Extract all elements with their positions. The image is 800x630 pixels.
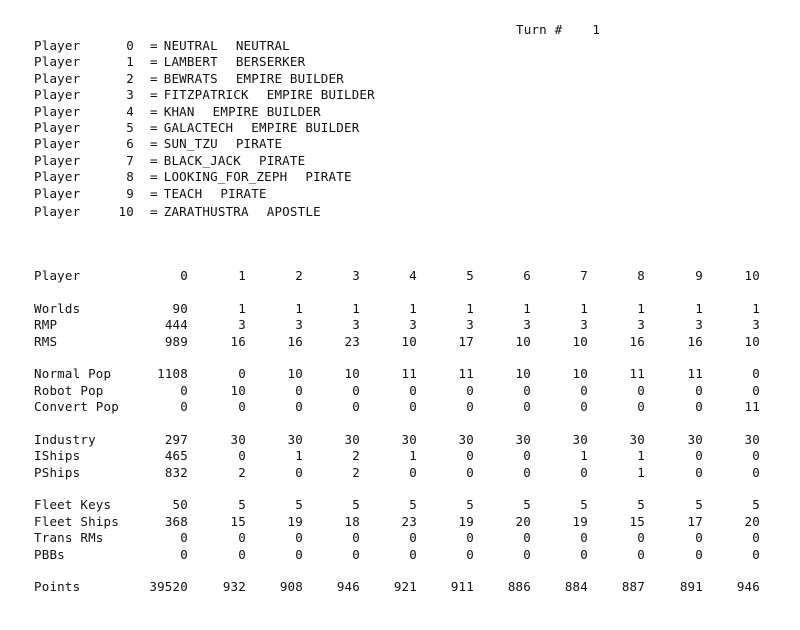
player-role: EMPIRE BUILDER — [212, 103, 321, 119]
equals-sign: = — [150, 38, 158, 53]
cell-player-2: 1 — [295, 448, 303, 463]
player-role: PIRATE — [235, 136, 283, 152]
cell-player-2: 0 — [295, 382, 303, 398]
row-label: Player — [34, 268, 81, 283]
cell-player-2: 3 — [295, 317, 303, 332]
table-row — [0, 432, 800, 449]
cell-player-6: 0 — [523, 546, 531, 562]
cell-player-6: 0 — [523, 399, 531, 414]
cell-player-0: 0 — [180, 530, 188, 545]
cell-player-9: 0 — [695, 382, 703, 398]
player-row — [34, 204, 375, 220]
cell-player-7: 0 — [580, 399, 588, 414]
cell-player-9: 16 — [687, 333, 703, 349]
cell-player-9: 0 — [695, 546, 703, 562]
cell-player-3: 3 — [352, 268, 360, 283]
cell-player-10: 5 — [752, 497, 760, 512]
cell-player-8: 11 — [629, 366, 645, 381]
cell-player-7: 10 — [572, 366, 588, 381]
cell-player-3: 2 — [352, 448, 360, 463]
cell-player-6: 886 — [507, 579, 531, 594]
cell-player-3: 3 — [352, 317, 360, 332]
cell-player-7: 1 — [580, 448, 588, 463]
cell-player-8: 16 — [629, 333, 645, 349]
player-label: Player — [34, 87, 81, 103]
cell-player-3: 0 — [352, 530, 360, 545]
cell-player-5: 5 — [466, 268, 474, 283]
row-label: IShips — [34, 448, 81, 463]
player-number: 8 — [126, 169, 134, 185]
cell-player-3: 1 — [352, 300, 360, 316]
cell-player-2: 0 — [295, 464, 303, 480]
cell-player-10: 1 — [752, 300, 760, 316]
cell-player-10: 0 — [752, 448, 760, 463]
cell-player-3: 2 — [352, 464, 360, 480]
cell-player-8: 8 — [637, 268, 645, 283]
cell-player-5: 19 — [458, 513, 474, 529]
player-role: EMPIRE BUILDER — [266, 87, 375, 103]
player-name: BLACK_JACK — [163, 152, 241, 168]
cell-player-1: 0 — [238, 399, 246, 414]
cell-player-7: 19 — [572, 513, 588, 529]
equals-sign: = — [150, 136, 158, 152]
cell-player-6: 30 — [515, 431, 531, 447]
cell-player-6: 6 — [523, 268, 531, 283]
player-roster — [34, 38, 375, 220]
cell-player-5: 3 — [466, 317, 474, 332]
cell-player-7: 5 — [580, 497, 588, 512]
cell-player-9: 0 — [695, 464, 703, 480]
player-name: LAMBERT — [163, 54, 218, 70]
cell-player-8: 1 — [637, 448, 645, 463]
row-label: Fleet Ships — [34, 513, 119, 529]
group-spacer — [0, 481, 800, 497]
row-label: Robot Pop — [34, 382, 104, 398]
player-role: APOSTLE — [266, 203, 321, 219]
cell-player-0: 0 — [180, 382, 188, 398]
group-spacer — [0, 563, 800, 579]
cell-player-0: 368 — [164, 513, 188, 529]
table-row — [0, 448, 800, 465]
group-spacer — [0, 285, 800, 301]
cell-player-4: 5 — [409, 497, 417, 512]
cell-player-3: 5 — [352, 497, 360, 512]
cell-player-7: 0 — [580, 546, 588, 562]
cell-player-7: 3 — [580, 317, 588, 332]
player-name: KHAN — [163, 103, 195, 119]
cell-player-1: 5 — [238, 497, 246, 512]
cell-player-10: 10 — [744, 268, 760, 283]
cell-player-4: 0 — [409, 399, 417, 414]
cell-player-0: 832 — [164, 464, 188, 480]
player-name: GALACTECH — [163, 119, 234, 135]
player-label: Player — [34, 119, 81, 135]
cell-player-2: 0 — [295, 546, 303, 562]
equals-sign: = — [150, 119, 158, 135]
cell-player-6: 0 — [523, 448, 531, 463]
cell-player-4: 11 — [401, 366, 417, 381]
player-number: 3 — [126, 87, 134, 103]
cell-player-6: 0 — [523, 382, 531, 398]
cell-player-5: 911 — [450, 579, 474, 594]
cell-player-0: 1108 — [157, 366, 188, 381]
player-role: PIRATE — [220, 185, 267, 201]
cell-player-9: 5 — [695, 497, 703, 512]
cell-player-3: 23 — [344, 333, 360, 349]
cell-player-1: 1 — [238, 268, 246, 283]
cell-player-9: 1 — [695, 300, 703, 316]
cell-player-2: 16 — [287, 333, 303, 349]
turn-number: 1 — [592, 22, 601, 37]
table-row — [0, 547, 800, 564]
cell-player-4: 30 — [401, 431, 417, 447]
row-label: RMP — [34, 317, 58, 332]
cell-player-1: 932 — [222, 579, 246, 594]
row-label: PShips — [34, 464, 81, 480]
player-number: 6 — [126, 136, 134, 152]
cell-player-10: 0 — [752, 546, 760, 562]
cell-player-3: 30 — [344, 431, 360, 447]
equals-sign: = — [150, 87, 158, 103]
cell-player-1: 10 — [230, 382, 246, 398]
equals-sign: = — [150, 152, 158, 168]
cell-player-8: 1 — [637, 464, 645, 480]
cell-player-10: 30 — [744, 431, 760, 447]
cell-player-4: 1 — [409, 448, 417, 463]
cell-player-4: 0 — [409, 382, 417, 398]
group-spacer — [0, 416, 800, 432]
cell-player-3: 18 — [344, 513, 360, 529]
cell-player-10: 20 — [744, 513, 760, 529]
player-number: 0 — [126, 38, 134, 53]
table-row — [0, 301, 800, 318]
row-label: Worlds — [34, 300, 81, 316]
cell-player-6: 5 — [523, 497, 531, 512]
table-row — [0, 399, 800, 416]
row-label: PBBs — [34, 546, 65, 562]
equals-sign: = — [150, 103, 158, 119]
player-name: BEWRATS — [163, 70, 218, 86]
cell-player-0: 90 — [172, 300, 188, 316]
cell-player-7: 0 — [580, 382, 588, 398]
player-number: 1 — [126, 54, 134, 70]
cell-player-10: 0 — [752, 366, 760, 381]
cell-player-4: 0 — [409, 464, 417, 480]
cell-player-10: 0 — [752, 464, 760, 480]
table-row — [0, 579, 800, 596]
cell-player-5: 0 — [466, 448, 474, 463]
player-name: NEUTRAL — [163, 38, 218, 53]
table-row — [0, 530, 800, 547]
cell-player-9: 11 — [687, 366, 703, 381]
cell-player-2: 19 — [287, 513, 303, 529]
cell-player-4: 4 — [409, 268, 417, 283]
equals-sign: = — [150, 70, 158, 86]
cell-player-0: 465 — [164, 448, 188, 463]
cell-player-0: 50 — [172, 497, 188, 512]
player-name: TEACH — [163, 185, 203, 201]
cell-player-4: 0 — [409, 530, 417, 545]
cell-player-1: 15 — [230, 513, 246, 529]
turn-label: Turn # — [516, 22, 563, 37]
cell-player-5: 0 — [466, 546, 474, 562]
cell-player-4: 1 — [409, 300, 417, 316]
player-row — [34, 87, 375, 103]
cell-player-6: 1 — [523, 300, 531, 316]
player-row — [34, 136, 375, 152]
cell-player-0: 0 — [180, 546, 188, 562]
cell-player-9: 17 — [687, 513, 703, 529]
cell-player-3: 0 — [352, 399, 360, 414]
cell-player-5: 0 — [466, 464, 474, 480]
cell-player-8: 5 — [637, 497, 645, 512]
player-row — [34, 38, 375, 54]
player-role: EMPIRE BUILDER — [251, 119, 360, 135]
table-row — [0, 366, 800, 383]
cell-player-7: 0 — [580, 464, 588, 480]
cell-player-0: 444 — [164, 317, 188, 332]
table-row — [0, 317, 800, 334]
cell-player-2: 5 — [295, 497, 303, 512]
cell-player-10: 11 — [744, 399, 760, 414]
row-label: RMS — [34, 333, 58, 349]
cell-player-0: 0 — [180, 399, 188, 414]
cell-player-10: 3 — [752, 317, 760, 332]
cell-player-3: 10 — [344, 366, 360, 381]
cell-player-6: 0 — [523, 530, 531, 545]
cell-player-2: 1 — [295, 300, 303, 316]
cell-player-1: 0 — [238, 366, 246, 381]
player-number: 9 — [126, 185, 134, 201]
cell-player-10: 0 — [752, 382, 760, 398]
equals-sign: = — [150, 54, 158, 70]
cell-player-9: 9 — [695, 268, 703, 283]
equals-sign: = — [150, 185, 158, 201]
cell-player-7: 1 — [580, 300, 588, 316]
player-name: FITZPATRICK — [163, 87, 249, 103]
cell-player-8: 0 — [637, 546, 645, 562]
player-role: NEUTRAL — [235, 38, 290, 53]
cell-player-8: 3 — [637, 317, 645, 332]
cell-player-5: 5 — [466, 497, 474, 512]
cell-player-1: 16 — [230, 333, 246, 349]
cell-player-1: 0 — [238, 448, 246, 463]
cell-player-7: 30 — [572, 431, 588, 447]
table-row — [0, 497, 800, 514]
cell-player-9: 0 — [695, 399, 703, 414]
row-label: Convert Pop — [34, 399, 119, 414]
player-number: 4 — [126, 103, 134, 119]
cell-player-5: 0 — [466, 530, 474, 545]
cell-player-8: 0 — [637, 399, 645, 414]
player-row — [34, 104, 375, 120]
cell-player-7: 7 — [580, 268, 588, 283]
table-row — [0, 514, 800, 531]
cell-player-4: 0 — [409, 546, 417, 562]
player-number: 2 — [126, 70, 134, 86]
cell-player-3: 0 — [352, 382, 360, 398]
cell-player-10: 946 — [736, 579, 760, 594]
player-row — [34, 54, 375, 70]
cell-player-10: 10 — [744, 333, 760, 349]
player-label: Player — [34, 54, 81, 70]
cell-player-5: 0 — [466, 399, 474, 414]
cell-player-2: 0 — [295, 399, 303, 414]
table-row — [0, 383, 800, 400]
cell-player-5: 0 — [466, 382, 474, 398]
cell-player-1: 2 — [238, 464, 246, 480]
player-label: Player — [34, 152, 81, 168]
stats-table — [0, 268, 800, 596]
cell-player-5: 11 — [458, 366, 474, 381]
row-label: Normal Pop — [34, 366, 112, 381]
cell-player-9: 30 — [687, 431, 703, 447]
table-row — [0, 465, 800, 482]
cell-player-2: 2 — [295, 268, 303, 283]
cell-player-1: 0 — [238, 530, 246, 545]
cell-player-1: 0 — [238, 546, 246, 562]
player-name: SUN_TZU — [163, 136, 218, 152]
player-label: Player — [34, 203, 81, 219]
player-label: Player — [34, 70, 81, 86]
cell-player-7: 10 — [572, 333, 588, 349]
cell-player-5: 30 — [458, 431, 474, 447]
cell-player-8: 887 — [621, 579, 645, 594]
player-row — [34, 71, 375, 87]
cell-player-9: 3 — [695, 317, 703, 332]
cell-player-6: 3 — [523, 317, 531, 332]
player-label: Player — [34, 169, 81, 185]
row-label: Fleet Keys — [34, 497, 112, 512]
player-label: Player — [34, 185, 81, 201]
cell-player-8: 0 — [637, 382, 645, 398]
header-row — [0, 268, 800, 285]
player-row — [34, 153, 375, 169]
player-name: LOOKING_FOR_ZEPH — [163, 169, 288, 185]
player-role: PIRATE — [259, 152, 306, 168]
cell-player-2: 0 — [295, 530, 303, 545]
cell-player-9: 891 — [679, 579, 703, 594]
player-role: EMPIRE BUILDER — [235, 70, 344, 86]
cell-player-6: 10 — [515, 366, 531, 381]
group-spacer — [0, 350, 800, 366]
cell-player-5: 17 — [458, 333, 474, 349]
cell-player-0: 297 — [164, 431, 188, 447]
player-label: Player — [34, 103, 81, 119]
cell-player-4: 23 — [401, 513, 417, 529]
cell-player-8: 0 — [637, 530, 645, 545]
player-label: Player — [34, 38, 81, 53]
equals-sign: = — [150, 203, 158, 219]
cell-player-0: 0 — [180, 268, 188, 283]
cell-player-1: 3 — [238, 317, 246, 332]
cell-player-2: 10 — [287, 366, 303, 381]
cell-player-2: 30 — [287, 431, 303, 447]
equals-sign: = — [150, 169, 158, 185]
cell-player-8: 15 — [629, 513, 645, 529]
cell-player-4: 921 — [393, 579, 417, 594]
cell-player-4: 10 — [401, 333, 417, 349]
player-row — [34, 186, 375, 202]
cell-player-9: 0 — [695, 530, 703, 545]
row-label: Industry — [34, 431, 96, 447]
row-label: Points — [34, 579, 81, 594]
player-label: Player — [34, 136, 81, 152]
cell-player-6: 20 — [515, 513, 531, 529]
cell-player-10: 0 — [752, 530, 760, 545]
player-row — [34, 120, 375, 136]
player-row — [34, 169, 375, 185]
player-role: BERSERKER — [235, 54, 306, 70]
cell-player-1: 1 — [238, 300, 246, 316]
cell-player-0: 989 — [164, 333, 188, 349]
cell-player-2: 908 — [279, 579, 303, 594]
cell-player-8: 1 — [637, 300, 645, 316]
cell-player-1: 30 — [230, 431, 246, 447]
cell-player-9: 0 — [695, 448, 703, 463]
table-row — [0, 334, 800, 351]
row-label: Trans RMs — [34, 530, 104, 545]
cell-player-6: 10 — [515, 333, 531, 349]
cell-player-7: 884 — [564, 579, 588, 594]
cell-player-3: 946 — [336, 579, 360, 594]
cell-player-3: 0 — [352, 546, 360, 562]
player-role: PIRATE — [305, 169, 352, 185]
player-number: 10 — [118, 203, 134, 219]
cell-player-5: 1 — [466, 300, 474, 316]
player-number: 5 — [126, 119, 134, 135]
cell-player-8: 30 — [629, 431, 645, 447]
player-name: ZARATHUSTRA — [163, 203, 249, 219]
turn-indicator — [516, 22, 600, 37]
cell-player-0: 39520 — [149, 579, 188, 594]
cell-player-6: 0 — [523, 464, 531, 480]
player-number: 7 — [126, 152, 134, 168]
cell-player-4: 3 — [409, 317, 417, 332]
cell-player-7: 0 — [580, 530, 588, 545]
